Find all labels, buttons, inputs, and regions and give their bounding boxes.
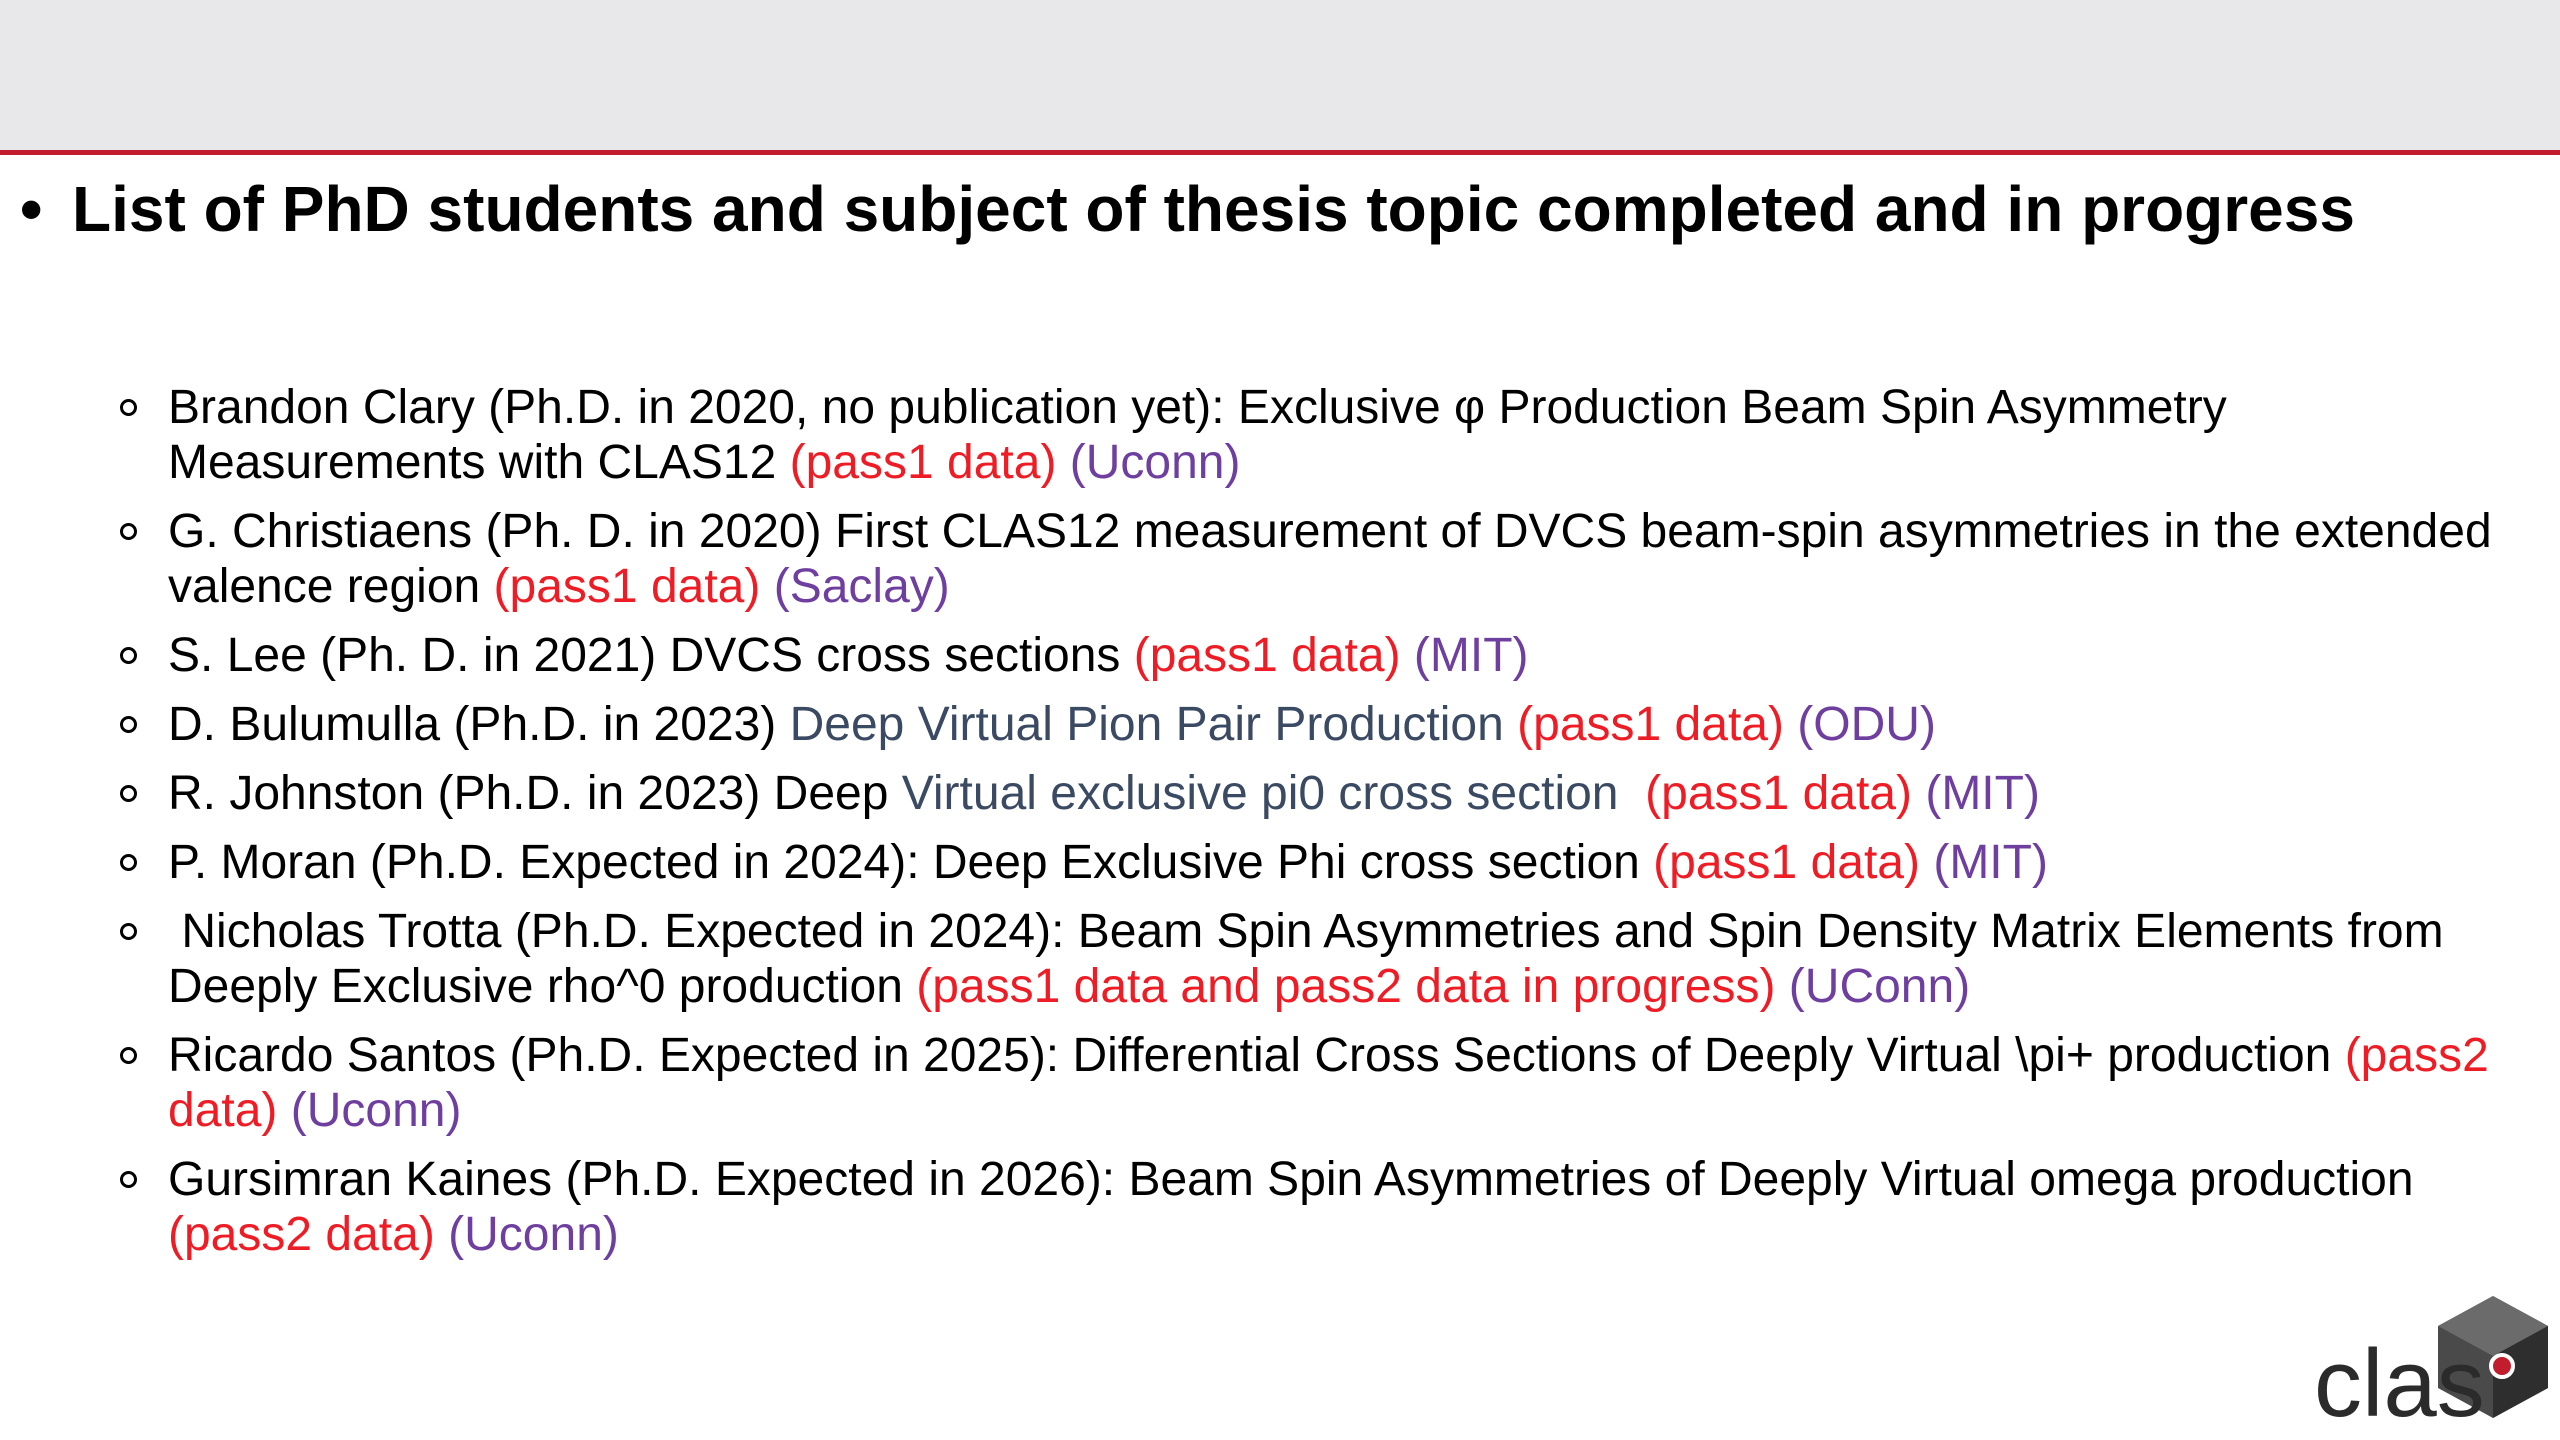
item-text-segment: (Uconn) — [290, 1084, 462, 1137]
item-text-segment: Nicholas Trotta (Ph.D. Expected in 2024): Beam Spin Asymmetries and Spin Density Matrix Elements from Deeply Exclusive rho^0 production — [168, 905, 2457, 1013]
item-text-segment: (MIT) — [1925, 767, 2040, 820]
item-text-segment: (MIT) — [1413, 629, 1529, 682]
item-text-segment: S. Lee (Ph. D. in 2021) DVCS cross sections — [168, 629, 1134, 682]
student-item — [120, 504, 2540, 614]
heading-bullet: • — [20, 173, 43, 245]
header-rule — [0, 150, 2560, 155]
item-text-segment: (pass2 data) — [168, 1208, 435, 1261]
hollow-circle-bullet-icon — [120, 1171, 137, 1188]
hollow-circle-bullet-icon — [120, 923, 137, 940]
slide-content — [0, 173, 2560, 1280]
item-text-segment: (pass1 data and pass2 data in progress) — [916, 960, 1776, 1013]
hollow-circle-bullet-icon — [120, 785, 137, 802]
student-item — [120, 904, 2540, 1014]
student-item — [120, 697, 2540, 752]
item-text-segment — [1920, 836, 1933, 889]
item-text-segment — [1784, 698, 1797, 751]
hollow-circle-bullet-icon — [120, 647, 137, 664]
item-text-segment: G. Christiaens (Ph. D. in 2020) First CLAS12 measurement of DVCS beam-spin asymmetries in the extended valence region — [168, 505, 2505, 613]
hollow-circle-bullet-icon — [120, 523, 137, 540]
item-text-segment — [1401, 629, 1414, 682]
student-item — [120, 628, 2540, 683]
student-item — [120, 1152, 2540, 1262]
item-text-segment: (pass1 data) — [789, 436, 1057, 489]
item-text-segment: Ricardo Santos (Ph.D. Expected in 2025): Differential Cross Sections of Deeply Virtual \pi+ production — [168, 1029, 2345, 1082]
logo-text: clas — [2314, 1330, 2485, 1437]
student-item — [120, 1028, 2540, 1138]
logo-dot — [2491, 1355, 2513, 1377]
item-text-segment: Deep Virtual Pion Pair Production — [789, 698, 1518, 751]
item-text-segment: (Uconn) — [448, 1208, 619, 1261]
student-list — [120, 380, 2540, 1276]
item-text-segment: (ODU) — [1797, 698, 1936, 751]
hollow-circle-bullet-icon — [120, 1047, 137, 1064]
clas-logo-icon — [2308, 1288, 2560, 1440]
item-text-segment: (pass1 data) — [1645, 767, 1912, 820]
item-text-segment: (pass2 data) — [168, 1029, 2503, 1137]
item-text-segment: D. Bulumulla (Ph.D. in 2023) — [168, 698, 790, 751]
item-text-segment: (Uconn) — [1069, 436, 1241, 489]
student-item — [120, 835, 2540, 890]
item-text-segment — [435, 1208, 448, 1261]
item-text-segment: Gursimran Kaines (Ph.D. Expected in 2026): Beam Spin Asymmetries of Deeply Virtual omega production — [168, 1153, 2427, 1206]
item-text-segment: Virtual exclusive pi0 cross section — [901, 767, 1646, 820]
item-text-segment: R. Johnston (Ph.D. in 2023) Deep — [168, 767, 902, 820]
item-text-segment: (MIT) — [1933, 836, 2048, 889]
item-text-segment: Brandon Clary (Ph.D. in 2020, no publication yet): Exclusive φ Production Beam Spin Asymmetry Measurements with CLAS12 — [168, 381, 2241, 489]
item-text-segment: (pass1 data) — [493, 560, 761, 613]
item-text-segment — [1775, 960, 1788, 1013]
item-text-segment — [1056, 436, 1069, 489]
item-text-segment: (UConn) — [1788, 960, 1971, 1013]
item-text-segment — [1912, 767, 1925, 820]
item-text-segment — [277, 1084, 290, 1137]
hollow-circle-bullet-icon — [120, 716, 137, 733]
item-text-segment: (pass1 data) — [1653, 836, 1920, 889]
item-text-segment: (Saclay) — [773, 560, 950, 613]
student-item — [120, 380, 2540, 490]
slide-heading — [20, 173, 2500, 245]
hollow-circle-bullet-icon — [120, 399, 137, 416]
header-band — [0, 0, 2560, 150]
item-text-segment: P. Moran (Ph.D. Expected in 2024): Deep Exclusive Phi cross section — [168, 836, 1654, 889]
student-item — [120, 766, 2540, 821]
hollow-circle-bullet-icon — [120, 854, 137, 871]
item-text-segment: (pass1 data) — [1133, 629, 1401, 682]
item-text-segment: (pass1 data) — [1517, 698, 1784, 751]
item-text-segment — [760, 560, 773, 613]
heading-text: List of PhD students and subject of thesis topic completed and in progress — [72, 173, 2355, 245]
